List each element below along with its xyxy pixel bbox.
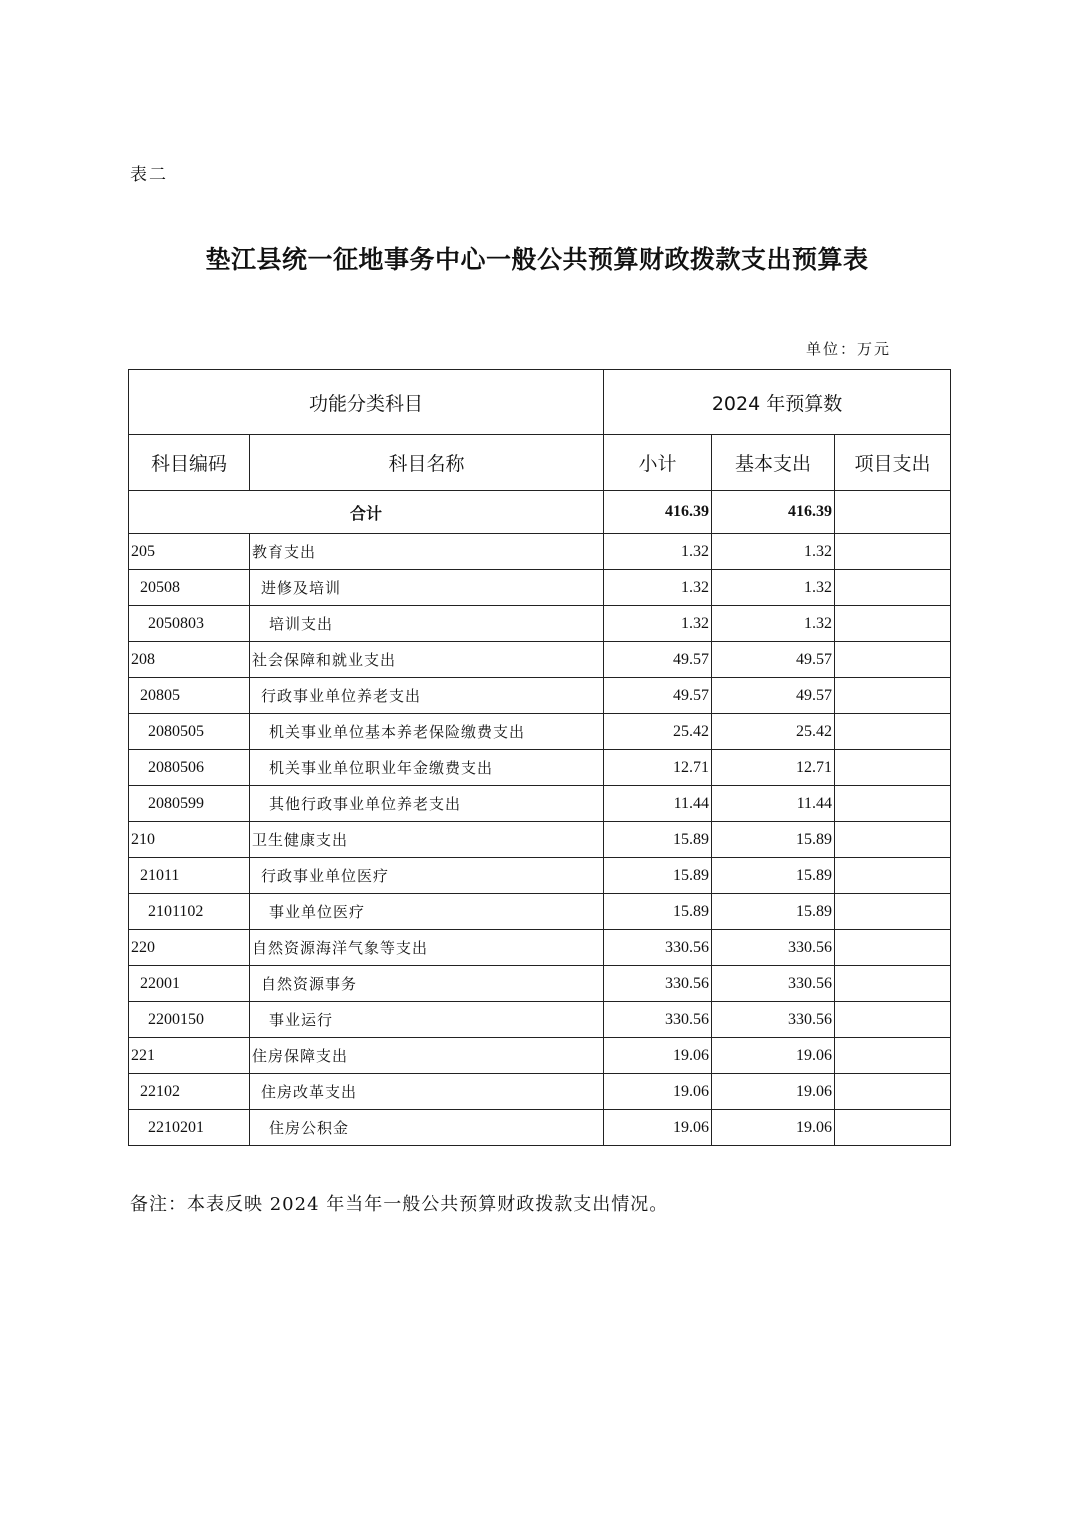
row-code: 221 [129,1038,250,1074]
page-title: 垫江县统一征地事务中心一般公共预算财政拨款支出预算表 [205,245,869,274]
row-basic: 330.56 [712,930,835,966]
row-code: 22001 [129,966,250,1002]
row-project [835,606,951,642]
row-basic: 15.89 [712,858,835,894]
row-name: 培训支出 [250,606,604,642]
row-basic: 330.56 [712,966,835,1002]
row-name: 自然资源事务 [250,966,604,1002]
footnote: 备注：本表反映 2024 年当年一般公共预算财政拨款支出情况。 [130,1194,669,1215]
header-name: 科目名称 [250,435,604,491]
row-name: 行政事业单位养老支出 [250,678,604,714]
header-basic: 基本支出 [712,435,835,491]
row-code: 20508 [129,570,250,606]
row-basic: 12.71 [712,750,835,786]
row-basic: 19.06 [712,1038,835,1074]
row-project [835,642,951,678]
table-row [129,534,951,570]
row-name: 行政事业单位医疗 [250,858,604,894]
row-subtotal: 19.06 [604,1110,712,1146]
row-code: 2200150 [129,1002,250,1038]
row-project [835,894,951,930]
table-row [129,1074,951,1110]
row-code: 2080599 [129,786,250,822]
row-basic: 49.57 [712,642,835,678]
row-subtotal: 330.56 [604,1002,712,1038]
header-subtotal: 小计 [604,435,712,491]
header-category-group: 功能分类科目 [129,370,604,435]
row-subtotal: 19.06 [604,1074,712,1110]
total-project [835,491,951,534]
row-name: 住房保障支出 [250,1038,604,1074]
header-code: 科目编码 [129,435,250,491]
row-subtotal: 12.71 [604,750,712,786]
table-row [129,822,951,858]
row-subtotal: 15.89 [604,894,712,930]
table-label: 表二 [130,165,168,185]
row-code: 2080505 [129,714,250,750]
row-code: 2101102 [129,894,250,930]
row-subtotal: 1.32 [604,534,712,570]
row-name: 其他行政事业单位养老支出 [250,786,604,822]
row-project [835,858,951,894]
row-subtotal: 49.57 [604,642,712,678]
row-subtotal: 49.57 [604,678,712,714]
row-code: 220 [129,930,250,966]
row-subtotal: 330.56 [604,930,712,966]
header-budget-group: 2024 年预算数 [604,370,951,435]
row-basic: 1.32 [712,570,835,606]
row-basic: 25.42 [712,714,835,750]
row-name: 教育支出 [250,534,604,570]
table-row [129,678,951,714]
row-subtotal: 1.32 [604,606,712,642]
row-project [835,822,951,858]
table-row [129,714,951,750]
table-row [129,930,951,966]
row-subtotal: 15.89 [604,858,712,894]
row-code: 21011 [129,858,250,894]
row-project [835,1074,951,1110]
row-code: 22102 [129,1074,250,1110]
row-name: 机关事业单位基本养老保险缴费支出 [250,714,604,750]
row-basic: 49.57 [712,678,835,714]
row-name: 事业运行 [250,1002,604,1038]
row-project [835,966,951,1002]
row-subtotal: 11.44 [604,786,712,822]
row-project [835,1002,951,1038]
header-row-group [129,370,951,435]
unit-label: 单位：万元 [806,340,892,358]
row-name: 住房改革支出 [250,1074,604,1110]
table-row [129,966,951,1002]
row-subtotal: 330.56 [604,966,712,1002]
row-project [835,930,951,966]
row-project [835,678,951,714]
table-row [129,1038,951,1074]
row-basic: 19.06 [712,1074,835,1110]
table-row [129,642,951,678]
table-row [129,570,951,606]
row-basic: 19.06 [712,1110,835,1146]
row-subtotal: 1.32 [604,570,712,606]
row-name: 卫生健康支出 [250,822,604,858]
row-name: 自然资源海洋气象等支出 [250,930,604,966]
table-row [129,750,951,786]
total-row [129,491,951,534]
row-basic: 1.32 [712,534,835,570]
table-row [129,858,951,894]
row-name: 进修及培训 [250,570,604,606]
total-basic: 416.39 [712,491,835,534]
row-basic: 330.56 [712,1002,835,1038]
row-code: 2050803 [129,606,250,642]
row-project [835,570,951,606]
total-label: 合计 [129,491,604,534]
row-code: 208 [129,642,250,678]
row-name: 住房公积金 [250,1110,604,1146]
table-row [129,786,951,822]
row-project [835,786,951,822]
row-project [835,1110,951,1146]
row-name: 机关事业单位职业年金缴费支出 [250,750,604,786]
table-row [129,1002,951,1038]
row-basic: 11.44 [712,786,835,822]
row-code: 210 [129,822,250,858]
header-row-columns [129,435,951,491]
budget-table [128,369,951,1146]
row-name: 事业单位医疗 [250,894,604,930]
row-project [835,714,951,750]
row-code: 205 [129,534,250,570]
row-basic: 15.89 [712,894,835,930]
row-basic: 15.89 [712,822,835,858]
row-code: 2210201 [129,1110,250,1146]
row-code: 20805 [129,678,250,714]
row-project [835,750,951,786]
row-project [835,534,951,570]
row-subtotal: 25.42 [604,714,712,750]
row-name: 社会保障和就业支出 [250,642,604,678]
row-project [835,1038,951,1074]
row-subtotal: 15.89 [604,822,712,858]
table-row [129,606,951,642]
table-row [129,1110,951,1146]
header-project: 项目支出 [835,435,951,491]
table-body [129,491,951,1146]
table-row [129,894,951,930]
row-code: 2080506 [129,750,250,786]
total-subtotal: 416.39 [604,491,712,534]
row-subtotal: 19.06 [604,1038,712,1074]
row-basic: 1.32 [712,606,835,642]
